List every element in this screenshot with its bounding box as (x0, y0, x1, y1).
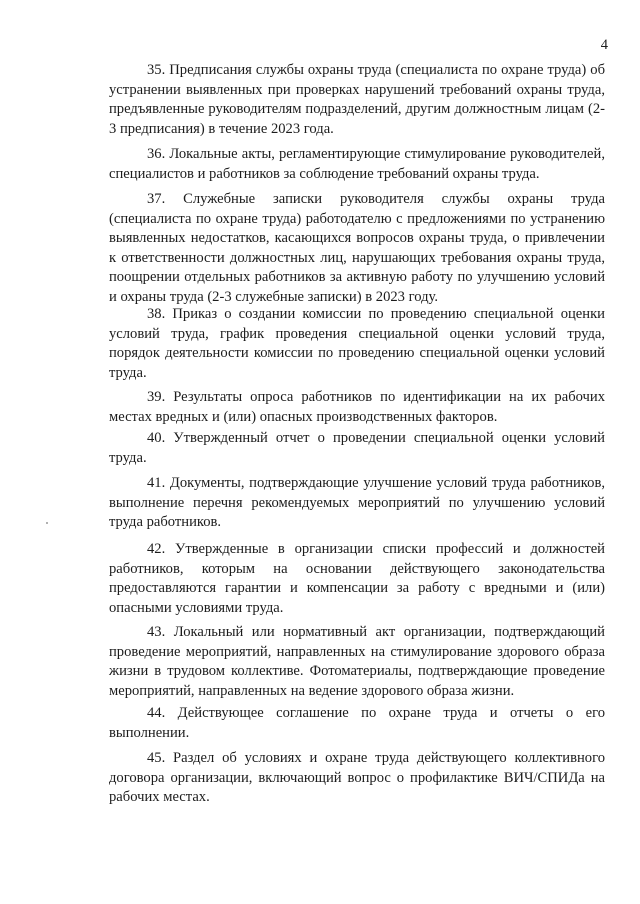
paragraph-37: 37. Служебные записки руководителя службы охраны труда (специалиста по охране труда) работодателю с предложениями по устранению выявленных недостатков, касающихся вопросов охраны труда, о привлечении к ответственности должностных лиц, нарушающих требования охраны труда, поощрении отдельных работников за активную работу по улучшению условий и охраны труда (2-3 служебные записки) в 2023 году. (109, 191, 605, 305)
paragraph-44: 44. Действующее соглашение по охране труда и отчеты о его выполнении. (109, 705, 605, 741)
paragraph-38: 38. Приказ о создании комиссии по проведению специальной оценки условий труда, график проведения специальной оценки условий труда, порядок деятельности комиссии по проведению специальной оценки условий труда. (109, 306, 605, 381)
paragraph-45: 45. Раздел об условиях и охране труда действующего коллективного договора организации, включающий вопрос о профилактике ВИЧ/СПИДа на рабочих местах. (109, 750, 605, 805)
paragraph-40: 40. Утвержденный отчет о проведении специальной оценки условий труда. (109, 430, 605, 466)
paragraph-41: 41. Документы, подтверждающие улучшение условий труда работников, выполнение перечня рекомендуемых мероприятий по улучшению условий труда работников. (109, 475, 605, 530)
paragraph-39: 39. Результаты опроса работников по идентификации на их рабочих местах вредных и (или) опасных производственных факторов. (109, 389, 605, 425)
paragraph-43: 43. Локальный или нормативный акт организации, подтверждающий проведение мероприятий, направленных на стимулирование здорового образа жизни в трудовом коллективе. Фотоматериалы, подтверждающие проведение мероприятий, направленных на ведение здорового образа жизни. (109, 624, 605, 699)
paragraph-35: 35. Предписания службы охраны труда (специалиста по охране труда) об устранении выявленных при проверках нарушений требований охраны труда, предъявленные руководителям подразделений, другим должностным лицам (2-3 предписания) в течение 2023 года. (109, 62, 605, 137)
paragraph-36: 36. Локальные акты, регламентирующие стимулирование руководителей, специалистов и работников за соблюдение требований охраны труда. (109, 146, 605, 182)
paragraph-42: 42. Утвержденные в организации списки профессий и должностей работников, которым на основании действующего законодательства предоставляются гарантии и компенсации за работу с вредными и (или) опасными условиями труда. (109, 541, 605, 616)
scan-speck (46, 522, 48, 524)
page-number: 4 (600, 37, 608, 53)
